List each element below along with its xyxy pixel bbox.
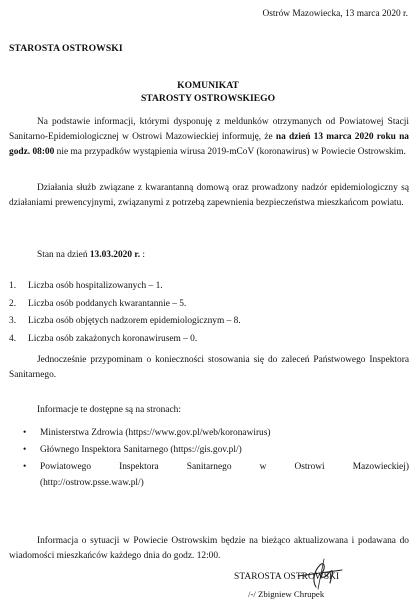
issuer-header: STAROSTA OSTROWSKI bbox=[9, 43, 123, 54]
source-link-ministry[interactable]: Ministerstwa Zdrowia (https://www.gov.pl/web/koronawirus) bbox=[40, 428, 271, 438]
title-line-1: KOMUNIKAT bbox=[177, 80, 239, 91]
list-item bbox=[9, 332, 241, 350]
status-suffix: : bbox=[140, 250, 145, 260]
list-item-text: Liczba osób zakażonych koronawirusem – 0. bbox=[28, 334, 198, 345]
word: Powiatowego bbox=[40, 462, 92, 473]
word: w bbox=[259, 462, 267, 473]
list-item bbox=[9, 314, 241, 332]
paragraph-intro-bold: na dzień 13 marca 2020 roku na godz. 08:00 bbox=[9, 132, 409, 158]
list-item bbox=[9, 426, 409, 441]
sources-list bbox=[9, 426, 409, 493]
paragraph-reminder: Jednocześnie przypominam o konieczności stosowania się do zaleceń Państwowego Inspektora Sanitarnego. bbox=[9, 355, 409, 381]
title-line-2: STAROSTY OSTROWSKIEGO bbox=[140, 92, 276, 104]
list-item bbox=[9, 443, 409, 458]
list-item-text: Liczba osób poddanych kwarantannie – 5. bbox=[28, 298, 187, 309]
paragraph-measures: Działania służb związane z kwarantanną domową oraz prowadzony nadzór epidemiologiczny są działaniami prewencyjnymi, związanymi z potrzebą zapewnienia bezpieczeństwa mieszkańcom powiatu. bbox=[9, 183, 409, 209]
paragraph-updates: Informacja o sytuacji w Powiecie Ostrowskim będzie na bieżąco aktualizowana i podawana do wiadomości mieszkańców każdego dnia do godz. 12:00. bbox=[9, 536, 409, 562]
list-item bbox=[9, 460, 409, 490]
status-date-line bbox=[37, 248, 145, 263]
status-prefix: Stan na dzień bbox=[37, 250, 90, 260]
source-link-psse-line1 bbox=[40, 460, 409, 475]
signature-title: STAROSTA OSTROWSKI bbox=[234, 572, 340, 582]
paragraph-intro-text-a: Na podstawie informacji, którymi dysponuję z meldunków otrzymanych od Powiatowej Stacji Sanitarno-Epidemiologicznej w Ostrowi Mazowieckiej informuję, że bbox=[9, 117, 409, 143]
bullet-icon: • bbox=[23, 445, 27, 456]
bullet-icon: • bbox=[23, 462, 27, 473]
list-item-number: 2. bbox=[9, 298, 17, 309]
bullet-icon: • bbox=[23, 428, 27, 438]
word: Inspektora bbox=[119, 462, 159, 473]
status-date: 13.03.2020 r. bbox=[89, 250, 141, 260]
list-item-number: 4. bbox=[9, 334, 17, 345]
list-item bbox=[9, 279, 241, 297]
info-sources-heading: Informacje te dostępne są na stronach: bbox=[37, 405, 181, 415]
list-item-text: Liczba osób hospitalizowanych – 1. bbox=[28, 281, 163, 291]
signature-name: /-/ Zbigniew Chrupek bbox=[248, 589, 325, 599]
source-link-gis[interactable]: Głównego Inspektora Sanitarnego (https://gis.gov.pl/) bbox=[40, 445, 242, 456]
counts-list bbox=[9, 279, 241, 350]
paragraph-intro-text-b: nie ma przypadków wystąpienia wirusa 2019-mCoV (koronawirus) w Powiecie Ostrowskim. bbox=[54, 147, 406, 158]
document-date: Ostrów Mazowiecka, 13 marca 2020 r. bbox=[262, 9, 408, 19]
word: Mazowieckiej) bbox=[352, 462, 409, 473]
list-item bbox=[9, 297, 241, 315]
source-link-psse[interactable] bbox=[40, 460, 409, 490]
source-link-psse-url: (http://ostrow.psse.waw.pl/) bbox=[40, 477, 144, 488]
word: Ostrowi bbox=[294, 462, 325, 473]
list-item-text: Liczba osób objętych nadzorem epidemiologicznym – 8. bbox=[28, 316, 241, 327]
list-item-number: 1. bbox=[9, 281, 17, 291]
paragraph-intro bbox=[9, 115, 409, 161]
document-title bbox=[0, 80, 416, 106]
word: Sanitarnego bbox=[186, 462, 232, 473]
list-item-number: 3. bbox=[9, 316, 17, 327]
